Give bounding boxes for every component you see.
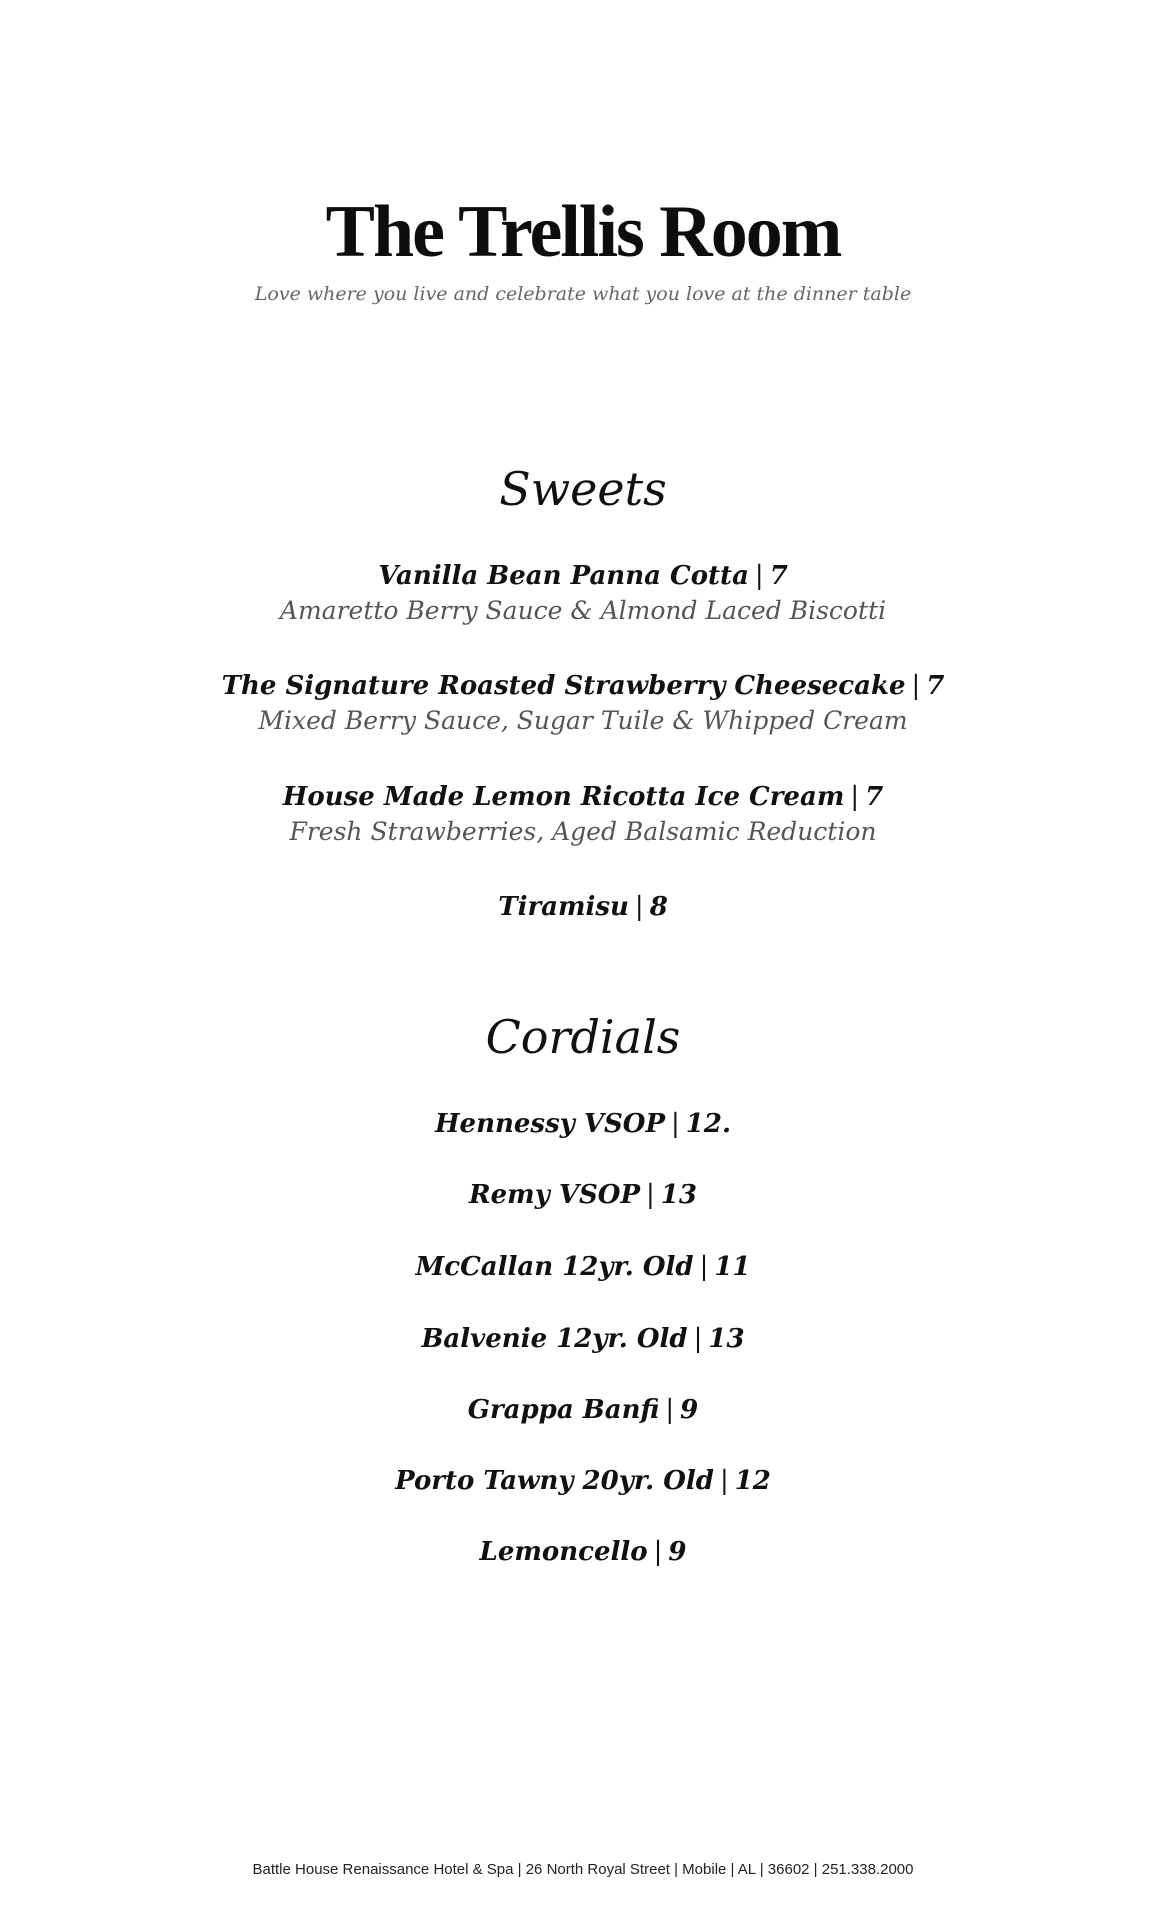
tagline: Love where you live and celebrate what you love at the dinner table [254, 283, 912, 305]
cordial-item [0, 1535, 1166, 1569]
sweets-heading: Sweets [499, 462, 667, 516]
footer-address: Battle House Renaissance Hotel & Spa | 26 North Royal Street | Mobile | AL | 36602 | 251.338.2000 [252, 1861, 914, 1878]
cordial-item [0, 1464, 1166, 1498]
menu-item-name [0, 669, 1166, 703]
price-separator: | [671, 1109, 680, 1139]
item-price: 7 [926, 671, 945, 701]
item-name: Remy VSOP [469, 1180, 640, 1210]
item-price: 8 [649, 892, 668, 922]
item-name: Vanilla Bean Panna Cotta [378, 561, 749, 591]
price-separator: | [646, 1180, 655, 1210]
price-separator: | [634, 892, 644, 922]
menu-item-name [0, 890, 1166, 924]
item-price: 9 [680, 1395, 699, 1425]
menu-item-name [0, 780, 1166, 814]
item-price: 12. [685, 1109, 732, 1139]
price-separator: | [719, 1466, 729, 1496]
item-price: 12 [734, 1466, 771, 1496]
price-separator: | [665, 1395, 675, 1425]
menu-item-name [0, 559, 1166, 593]
item-price: 13 [708, 1324, 745, 1354]
item-name: The Signature Roasted Strawberry Cheesecake [221, 671, 906, 701]
item-name: Porto Tawny 20yr. Old [395, 1466, 714, 1496]
item-name: Grappa Banfi [467, 1395, 660, 1425]
menu-item-description: Fresh Strawberries, Aged Balsamic Reduction [289, 817, 877, 846]
restaurant-title: The Trellis Room [325, 191, 841, 273]
item-name: Balvenie 12yr. Old [421, 1324, 688, 1354]
price-separator: | [911, 671, 921, 701]
item-name: Lemoncello [479, 1537, 648, 1567]
price-separator: | [653, 1537, 663, 1567]
cordial-item [0, 1322, 1166, 1356]
item-name: House Made Lemon Ricotta Ice Cream [282, 782, 845, 812]
item-price: 13 [660, 1180, 697, 1210]
menu-item-description: Amaretto Berry Sauce & Almond Laced Biscotti [279, 596, 887, 625]
price-separator: | [754, 561, 764, 591]
cordial-item [0, 1107, 1166, 1141]
price-separator: | [699, 1252, 709, 1282]
item-name: McCallan 12yr. Old [415, 1252, 694, 1282]
cordial-item [0, 1393, 1166, 1427]
cordial-item [0, 1178, 1166, 1212]
item-price: 9 [668, 1537, 687, 1567]
price-separator: | [693, 1324, 703, 1354]
item-price: 11 [714, 1252, 751, 1282]
item-name: Hennessy VSOP [434, 1109, 666, 1139]
menu-item-description: Mixed Berry Sauce, Sugar Tuile & Whipped Cream [258, 706, 908, 735]
item-price: 7 [769, 561, 788, 591]
item-price: 7 [865, 782, 884, 812]
price-separator: | [850, 782, 860, 812]
cordial-item [0, 1250, 1166, 1284]
cordials-heading: Cordials [485, 1010, 681, 1064]
item-name: Tiramisu [498, 892, 629, 922]
